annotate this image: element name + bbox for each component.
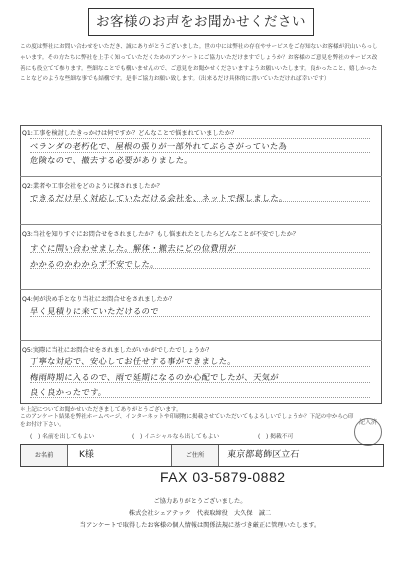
answer-5-line-2: 梅雨時期に入るので、雨で延期になるのか心配でしたが、天気が	[29, 372, 280, 382]
name-value[interactable]: K様	[79, 450, 94, 460]
question-4: Q4:何が決め手となり当社にお問合せをされましたか？	[22, 296, 176, 303]
note-thanks: ＊上記についてお聞かせいただきましてありがとうございます。	[20, 407, 182, 413]
question-5: Q5:実際に当社にお問合せをされましたがいかがでしたでしょうか？	[22, 347, 213, 354]
answer-5-line-1: 丁寧な対応で、安心してお任せする事ができました。	[29, 356, 237, 366]
address-value[interactable]: 東京都葛飾区立石	[226, 450, 300, 460]
divider	[20, 289, 382, 290]
answer-line	[30, 138, 370, 139]
option-initial-ok[interactable]: ( ) イニシャルなら出してもよい	[132, 434, 220, 440]
answer-3-line-2: かかるのかわからず不安でした。	[29, 259, 160, 269]
stamp-text: 記入済	[358, 419, 377, 426]
thanks-text: ご協力ありがとうございました。	[153, 498, 247, 505]
note-publish-consent: このアンケート結果を弊社ホームページ、インターネットや印刷物に掲載させていただいてもよろしいでしょうか？下記の中から○印をお付け下さい。	[20, 414, 354, 428]
company-name: 株式会社シェアテック 代表取締役 大久保 誠二	[128, 510, 272, 517]
address-label: ご住所	[171, 445, 219, 466]
answer-4-line-1: 早く見積りに来ていただけるので	[29, 306, 160, 316]
answer-1-line-1: ベランダの老朽化で、屋根の張りが一部外れてぶらさがっていた為	[29, 141, 288, 151]
option-name-ok[interactable]: ( ) 名前を出してもよい	[30, 434, 95, 440]
intro-text: この度は弊社にお問い合わせをいただき、誠にありがとうございました。世の中には弊社の存在やサービスをご存知ないお客様が沢山いらっしゃいます。その方たちに弊社を上手く知っていただくためのアンケートにご協力いただけますでしょうか？お客様のご意見を弊社のサービス改善にも役立てて参ります。些細なことでも構いませんので、ご意見をお聞かせくださいますようお願いいたします。良かったこと、嬉しかったことなどのような些細な事でも結構です。是非ご協力お願い致します。（出来るだけ具体的に書いていただければ幸いです）	[20, 44, 378, 83]
name-label: お名前	[21, 445, 68, 466]
page-title: お客様のお声をお聞かせください	[88, 8, 314, 36]
option-not-ok[interactable]: ( ) 掲載不可	[258, 434, 294, 440]
option-not-ok-label: 掲載不可	[270, 434, 294, 440]
answer-1-line-2: 危険なので、撤去する必要がありました。	[29, 155, 194, 165]
divider	[20, 224, 382, 225]
question-1: Q1:工事を検討したきっかけは何ですか？どんなことで悩まれていましたか？	[22, 130, 238, 137]
answer-5-line-3: 良く良かったです。	[29, 387, 108, 397]
privacy-note: 当アンケートで取得したお客様の個人情報は関係法規に基づき厳正に管理いたします。	[79, 522, 321, 529]
answer-line	[30, 152, 370, 153]
stamp	[354, 418, 382, 446]
answer-3-line-1: すぐに問い合わせました。解体・撤去にどの位費用が	[29, 243, 237, 253]
option-initial-ok-label: イニシャルなら出してもよい	[144, 434, 220, 440]
question-2: Q2:業者や工事会社をどのように探されましたか？	[22, 183, 163, 190]
name-address-box	[20, 444, 384, 467]
option-name-ok-label: 名前を出してもよい	[42, 434, 95, 440]
answer-2-line-1: できるだけ早く対応していただける会社を、ネットで探しました。	[29, 193, 289, 203]
divider	[20, 340, 382, 341]
divider	[20, 176, 382, 177]
question-3: Q3:当社を知りすぐにお問合せをされましたか？もし悩まれたとしたらどんなことが不安でしたか？	[22, 231, 299, 238]
fax-number: FAX 03-5879-0882	[160, 469, 286, 485]
